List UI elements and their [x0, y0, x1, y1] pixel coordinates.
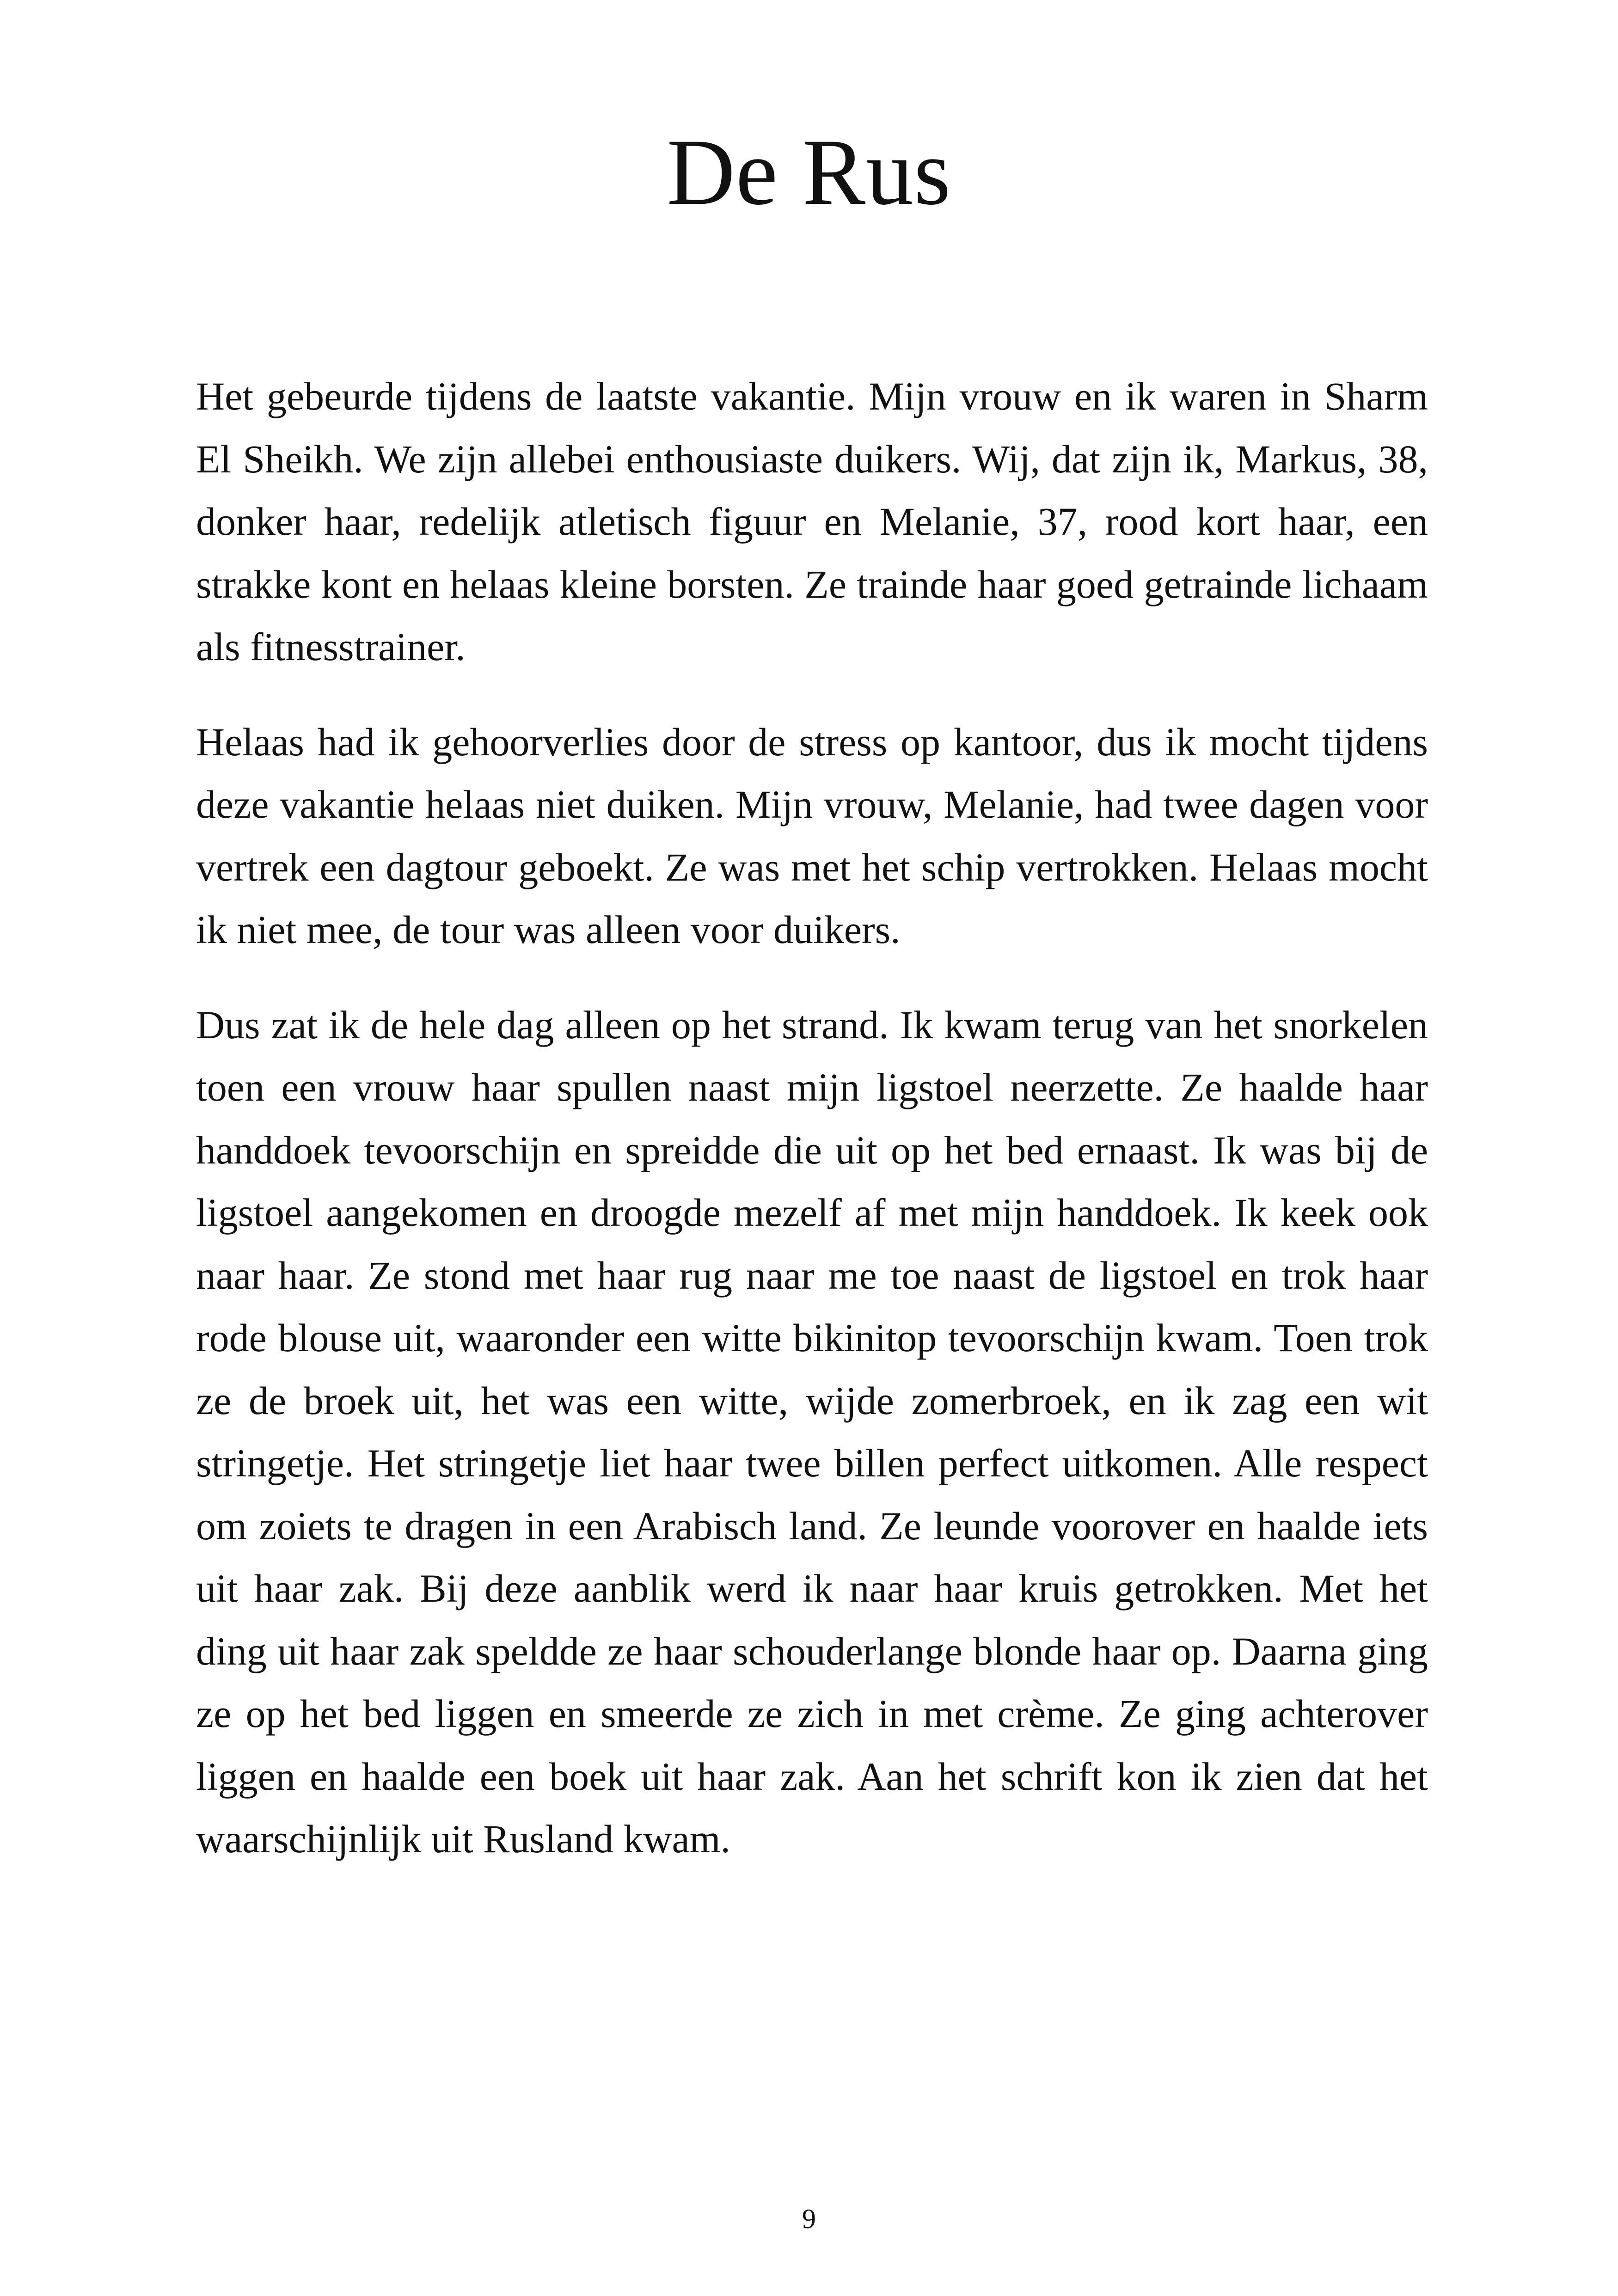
paragraph-2: Helaas had ik gehoorverlies door de stress op kantoor, dus ik mocht tijdens deze vakantie helaas niet duiken. Mijn vrouw, Melanie, had twee dagen voor vertrek een dagtour geboekt. Ze was met het schip vertrokken. Helaas mocht ik niet mee, de tour was alleen voor duikers. [196, 719, 1428, 952]
chapter-body [196, 365, 1428, 1903]
page-number: 9 [802, 2204, 816, 2234]
paragraph-3: Dus zat ik de hele dag alleen op het strand. Ik kwam terug van het snorkelen toen een vrouw haar spullen naast mijn ligstoel neerzette. Ze haalde haar handdoek tevoorschijn en spreidde die uit op het bed ernaast. Ik was bij de ligstoel aangekomen en droogde mezelf af met mijn handdoek. Ik keek ook naar haar. Ze stond met haar rug naar me toe naast de ligstoel en trok haar rode blouse uit, waaronder een witte bikinitop tevoorschijn kwam. Toen trok ze de broek uit, het was een witte, wijde zomerbroek, en ik zag een wit stringetje. Het stringetje liet haar twee billen perfect uitkomen. Alle respect om zoiets te dragen in een Arabisch land. Ze leunde voorover en haalde iets uit haar zak. Bij deze aanblik werd ik naar haar kruis getrokken. Met het ding uit haar zak speldde ze haar schouderlange blonde haar op. Daarna ging ze op het bed liggen en smeerde ze zich in met crème. Ze ging achterover liggen en haalde een boek uit haar zak. Aan het schrift kon ik zien dat het waarschijnlijk uit Rusland kwam. [196, 1002, 1428, 1861]
chapter-title: De Rus [667, 120, 951, 225]
paragraph-1: Het gebeurde tijdens de laatste vakantie. Mijn vrouw en ik waren in Sharm El Sheikh. We zijn allebei enthousiaste duikers. Wij, dat zijn ik, Markus, 38, donker haar, redelijk atletisch figuur en Melanie, 37, rood kort haar, een strakke kont en helaas kleine borsten. Ze trainde haar goed getrainde lichaam als fitnesstrainer. [196, 374, 1428, 669]
